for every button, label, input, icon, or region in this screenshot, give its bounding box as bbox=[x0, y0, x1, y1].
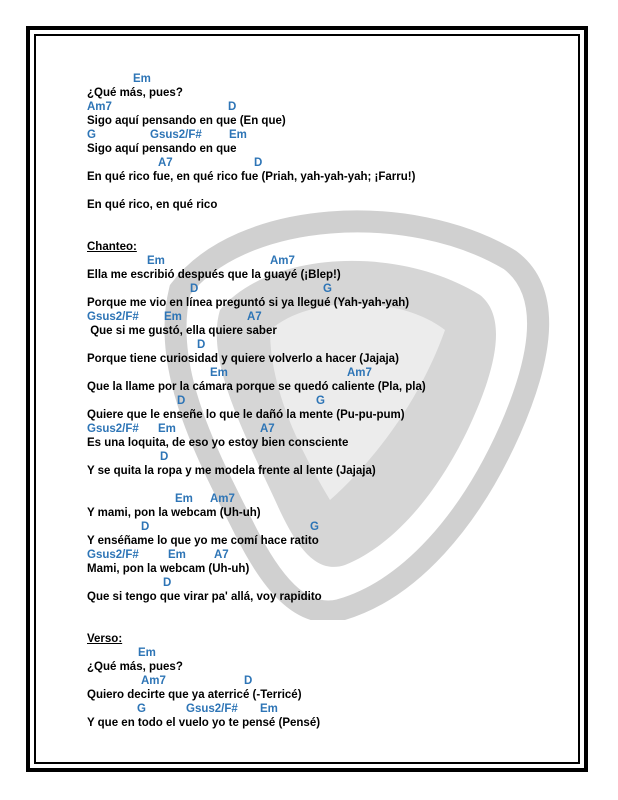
chord-label: Em bbox=[164, 311, 182, 323]
chord-label: A7 bbox=[247, 311, 262, 323]
lyric-line: Y mami, pon la webcam (Uh-uh) bbox=[87, 507, 261, 519]
chord-label: Em bbox=[210, 367, 228, 379]
chord-label: Am7 bbox=[270, 255, 295, 267]
lyric-line: Sigo aquí pensando en que (En que) bbox=[87, 115, 286, 127]
lyric-line: ¿Qué más, pues? bbox=[87, 661, 183, 673]
chord-label: Gsus2/F# bbox=[87, 311, 139, 323]
section-heading: Verso: bbox=[87, 633, 123, 645]
chord-label: Gsus2/F# bbox=[186, 703, 238, 715]
lyric-line: En qué rico, en qué rico bbox=[87, 199, 218, 211]
lyric-line: Y se quita la ropa y me modela frente al lente (Jajaja) bbox=[87, 465, 376, 477]
chord-label: Am7 bbox=[141, 675, 166, 687]
chord-label: D bbox=[244, 675, 253, 687]
chord-label: Am7 bbox=[347, 367, 372, 379]
lyric-line: Quiere que le enseñe lo que le dañó la mente (Pu-pu-pum) bbox=[87, 409, 405, 421]
chord-label: Em bbox=[133, 73, 151, 85]
chord-label: Em bbox=[147, 255, 165, 267]
chord-label: D bbox=[197, 339, 206, 351]
chord-label: D bbox=[228, 101, 237, 113]
chord-label: A7 bbox=[158, 157, 173, 169]
chord-label: D bbox=[254, 157, 263, 169]
chord-label: Em bbox=[260, 703, 278, 715]
lyric-line: Que si me gustó, ella quiere saber bbox=[87, 325, 277, 337]
lyric-line: Quiero decirte que ya aterricé (-Terricé) bbox=[87, 689, 302, 701]
chord-label: Em bbox=[158, 423, 176, 435]
lyric-line: Porque tiene curiosidad y quiere volverlo a hacer (Jajaja) bbox=[87, 353, 399, 365]
chord-label: D bbox=[190, 283, 199, 295]
lyric-line: Porque me vio en línea preguntó si ya llegué (Yah-yah-yah) bbox=[87, 297, 410, 309]
chord-label: G bbox=[323, 283, 332, 295]
chord-label: G bbox=[316, 395, 325, 407]
chord-label: Em bbox=[168, 549, 186, 561]
chord-label: Em bbox=[229, 129, 247, 141]
chord-label: Em bbox=[175, 493, 193, 505]
chord-label: G bbox=[87, 129, 96, 141]
chord-label: Em bbox=[138, 647, 156, 659]
chord-label: D bbox=[160, 451, 169, 463]
lyric-line: En qué rico fue, en qué rico fue (Priah, yah-yah-yah; ¡Farru!) bbox=[87, 171, 416, 183]
chord-label: G bbox=[137, 703, 146, 715]
chord-label: D bbox=[177, 395, 186, 407]
lyric-line: Es una loquita, de eso yo estoy bien consciente bbox=[87, 437, 349, 449]
lyric-line: Mami, pon la webcam (Uh-uh) bbox=[87, 563, 250, 575]
chord-label: Gsus2/F# bbox=[87, 423, 139, 435]
chord-label: G bbox=[310, 521, 319, 533]
section-heading: Chanteo: bbox=[87, 241, 137, 253]
lyric-line: Y que en todo el vuelo yo te pensé (Pensé) bbox=[87, 717, 321, 729]
chord-label: Am7 bbox=[210, 493, 235, 505]
lyric-line: Y enséñame lo que yo me comí hace ratito bbox=[87, 535, 319, 547]
lyric-line: ¿Qué más, pues? bbox=[87, 87, 183, 99]
lyric-line: Ella me escribió después que la guayé (¡Blep!) bbox=[87, 269, 341, 281]
lyric-line: Sigo aquí pensando en que bbox=[87, 143, 237, 155]
chord-label: Am7 bbox=[87, 101, 112, 113]
chord-label: A7 bbox=[260, 423, 275, 435]
chord-label: Gsus2/F# bbox=[87, 549, 139, 561]
lyric-line: Que la llame por la cámara porque se quedó caliente (Pla, pla) bbox=[87, 381, 426, 393]
chord-label: D bbox=[141, 521, 150, 533]
chord-label: Gsus2/F# bbox=[150, 129, 202, 141]
lyric-line: Que si tengo que virar pa' allá, voy rapidito bbox=[87, 591, 322, 603]
chord-label: D bbox=[163, 577, 172, 589]
chord-label: A7 bbox=[214, 549, 229, 561]
